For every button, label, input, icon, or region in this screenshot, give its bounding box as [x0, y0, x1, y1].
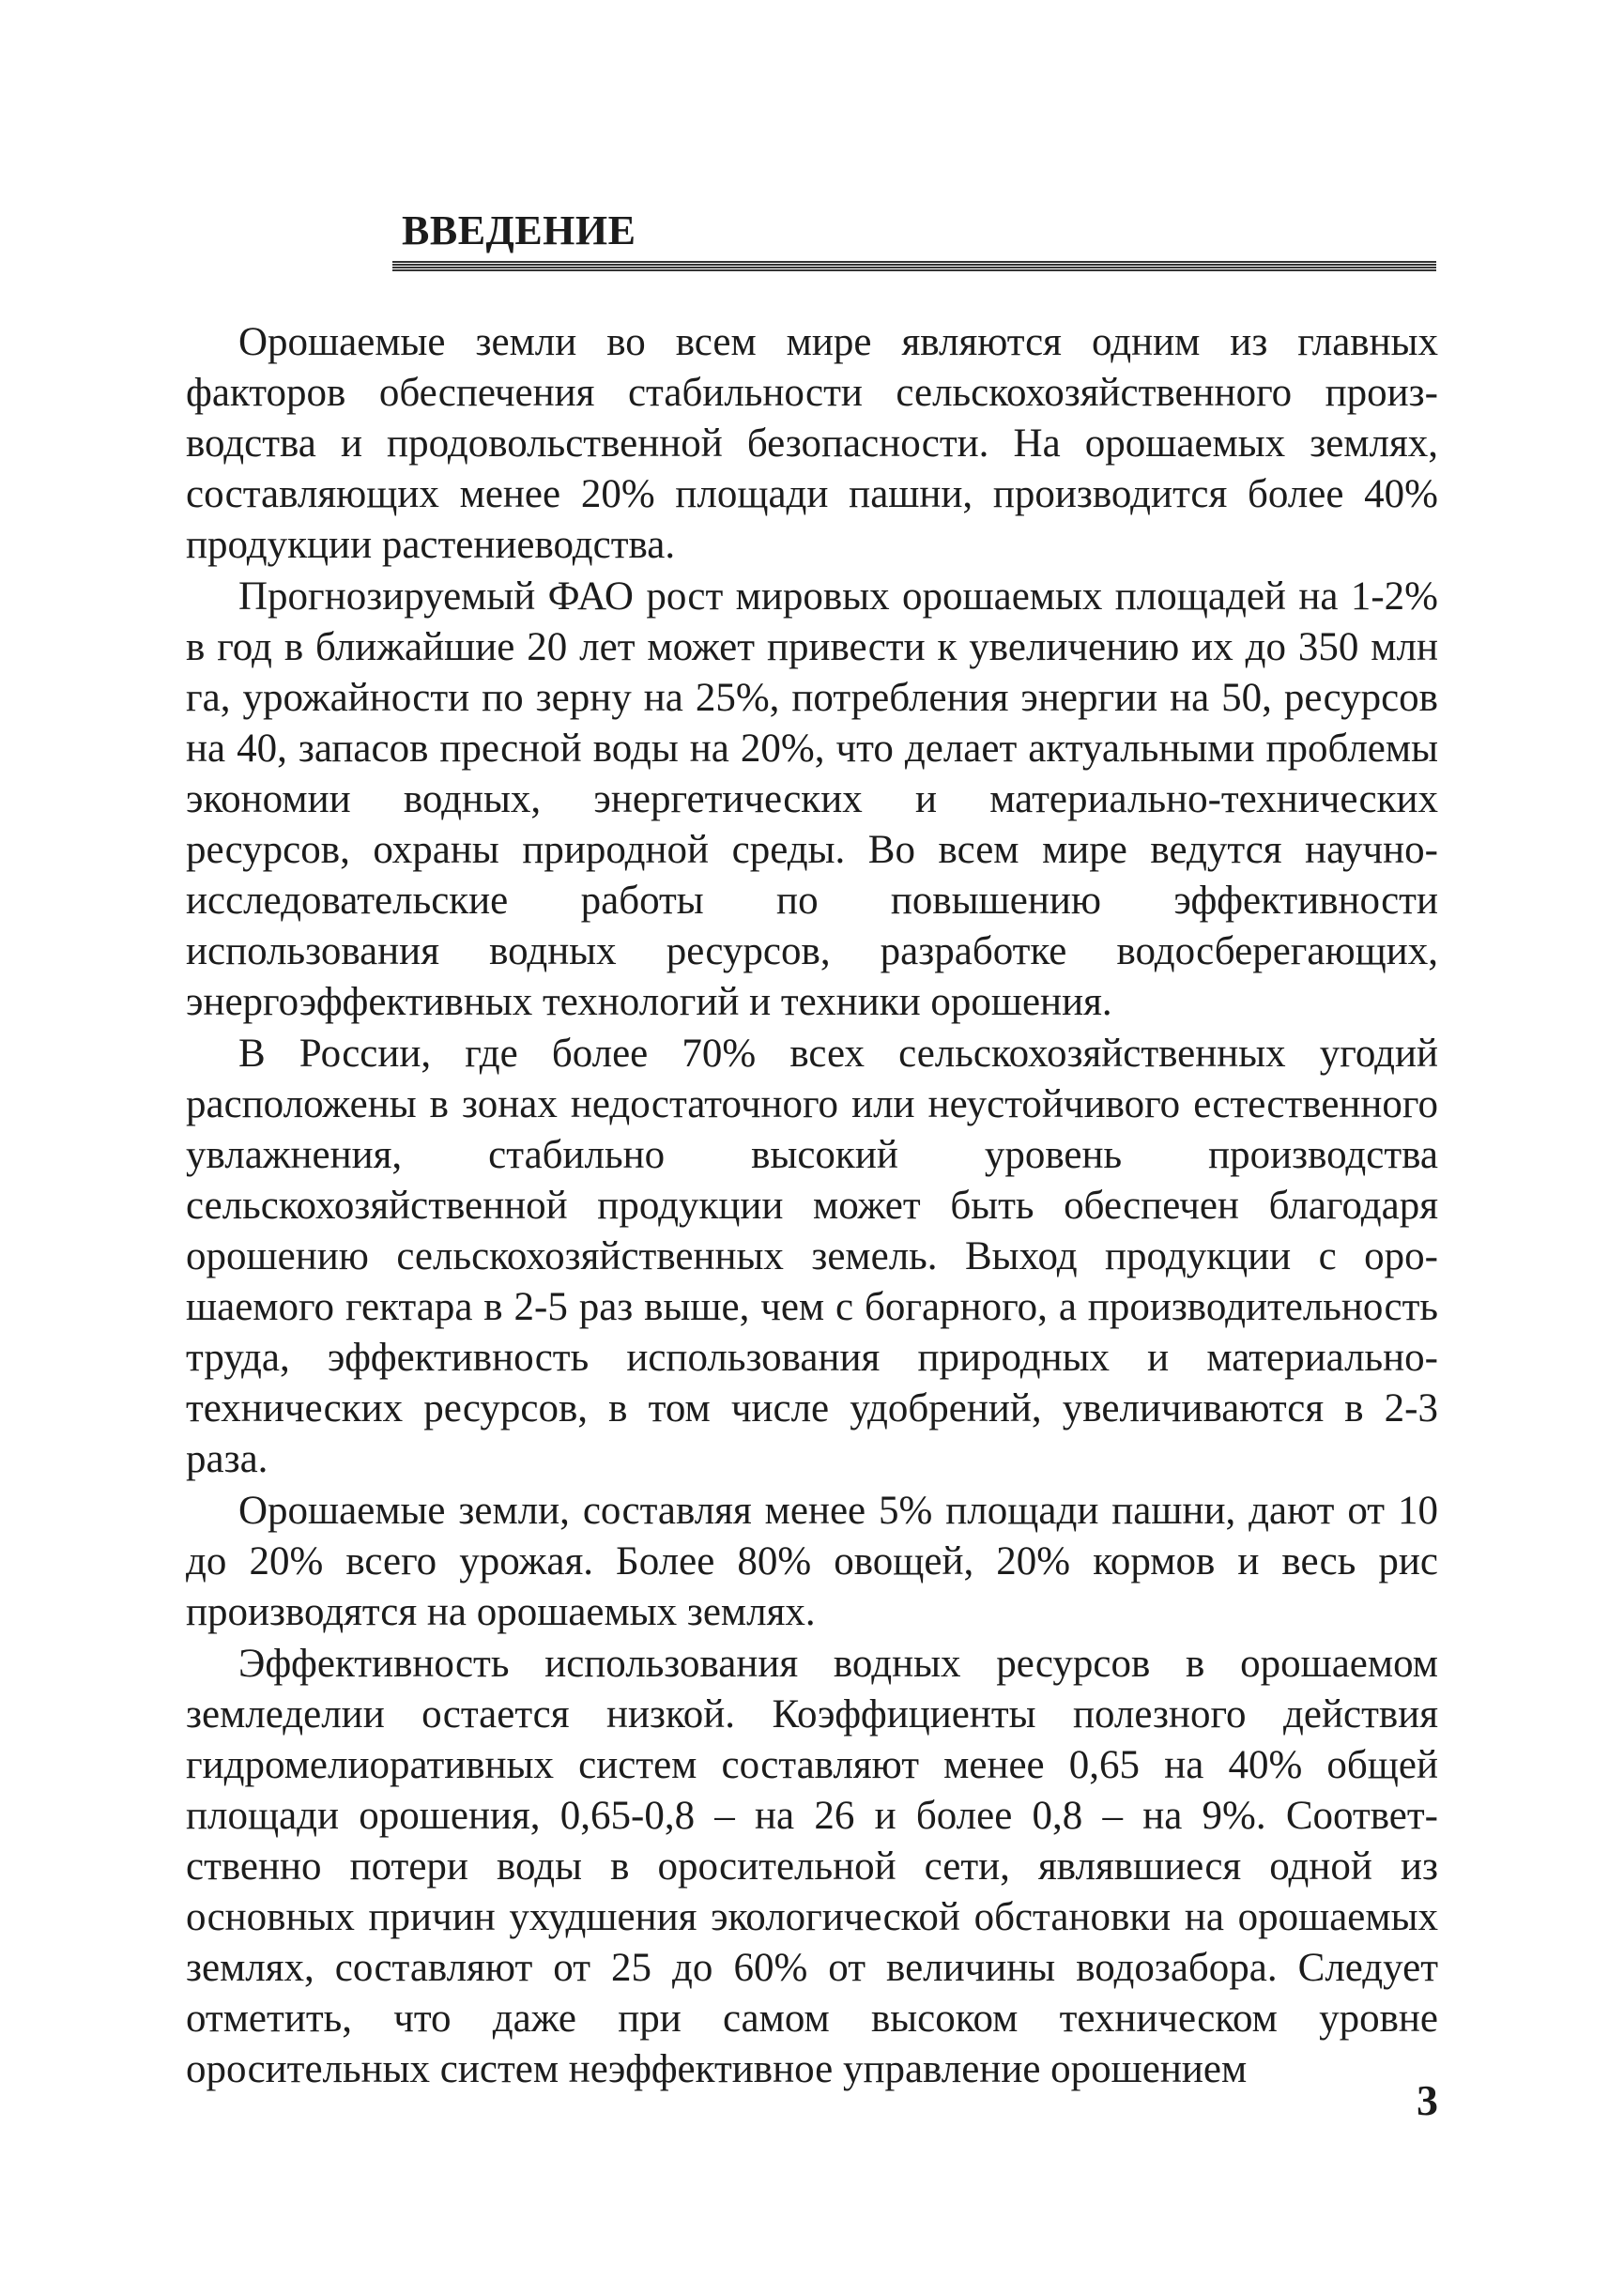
heading-block — [392, 205, 1436, 272]
paragraph-3: В России, где более 70% всех сельскохозяйственных угодий расположены в зонах недостаточного или неустойчивого естественного увлажнения, стабильно высокий уровень производства сельскохозяйственной продукции может быть обеспечен благодаря орошению сельскохозяйственных земель. Выход продукции с орошаемого гектара в 2-5 раз выше, чем с богарного, а производительность труда, эффективность использования природных и материально-технических ресурсов, в том числе удобрений, увеличиваются в 2-3 раза. — [186, 1032, 1438, 1481]
page-number: 3 — [1417, 2076, 1438, 2124]
heading-rule — [392, 261, 1436, 272]
paragraph-5: Эффективность использования водных ресурсов в орошаемом земледелии остается низкой. Коэффициенты полезного действия гидромелиоративных систем составляют менее 0,65 на 40% общей площади орошения, 0,65-0,8 – на 26 и более 0,8 – на 9%. Соответственно потери воды в оросительной сети, являвшиеся одной из основных причин ухудшения экологической обстановки на орошаемых землях, составляют от 25 до 60% от величины водозабора. Следует отметить, что даже при самом высоком техническом уровне оросительных систем неэффективное управление орошением — [186, 1642, 1438, 2091]
paragraph-2: Прогнозируемый ФАО рост мировых орошаемых площадей на 1-2% в год в ближайшие 20 лет может привести к увеличению их до 350 млн га, урожайности по зерну на 25%, потребления энергии на 50, ресурсов на 40, запасов пресной воды на 20%, что делает актуальными проблемы экономии водных, энергетических и материально-технических ресурсов, охраны природной среды. Во всем мире ведутся научно-исследовательские работы по повышению эффективности использования водных ресурсов, разработке водосберегающих, энергоэффективных технологий и техники орошения. — [186, 574, 1438, 1024]
paragraph-1: Орошаемые земли во всем мире являются одним из главных факторов обеспечения стабильности сельскохозяйственного производства и продовольственной безопасности. На орошаемых землях, составляющих менее 20% площади пашни, производится более 40% продукции растениеводства. — [186, 320, 1438, 567]
paragraph-4: Орошаемые земли, составляя менее 5% площади пашни, дают от 10 до 20% всего урожая. Более 80% овощей, 20% кормов и весь рис производятся на орошаемых землях. — [186, 1489, 1438, 1634]
page-title: ВВЕДЕНИЕ — [402, 207, 636, 253]
text-body — [186, 317, 1438, 2096]
